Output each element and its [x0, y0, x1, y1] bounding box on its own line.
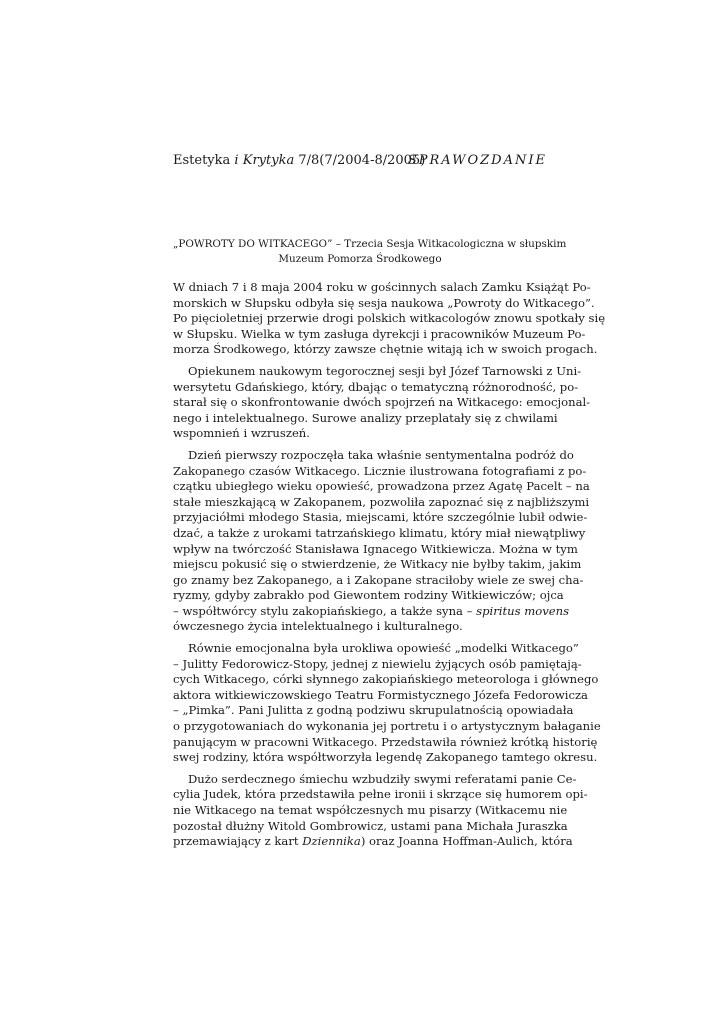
text-line: przyjaciółmi młodego Stasia, miejscami, które szczególnie lubił odwie-: [173, 510, 588, 525]
text-line: stałe mieszkającą w Zakopanem, pozwoliła zapoznać się z najbliższymi: [173, 494, 590, 509]
text-line: – Julitty Fedorowicz-Stopy, jednej z niewielu żyjących osób pamiętają-: [173, 656, 582, 671]
text-line: W dniach 7 i 8 maja 2004 roku w gościnnych salach Zamku Książąt Po-: [173, 280, 591, 294]
article-title-line-1: „POWROTY DO WITKACEGO” – Trzecia Sesja Witkacologiczna w słupskim: [173, 238, 567, 250]
text-segment: przemawiający z kart: [173, 834, 299, 849]
text-line: Dużo serdecznego śmiechu wzbudziły swymi referatami panie Ce-: [188, 771, 577, 786]
text-line: miejscu pokusić się o stwierdzenie, że Witkacy nie byłby takim, jakim: [173, 557, 582, 572]
text-line: cych Witkacego, córki słynnego zakopiańskiego meteorologa i głównego: [173, 672, 599, 687]
text-line: Po pięcioletniej przerwie drogi polskich witkacologów znowu spotkały się: [173, 311, 606, 326]
text-line: dzać, a także z urokami tatrzańskiego klimatu, który miał niewątpliwy: [173, 525, 586, 540]
text-line: – „Pimka”. Pani Julitta z godną podziwu skrupulatnością opowiadała: [173, 703, 574, 718]
paragraph-5: [173, 771, 588, 850]
text-line: aktora witkiewiczowskiego Teatru Formistycznego Józefa Fedorowicza: [173, 687, 588, 702]
article-title-line-2: Muzeum Pomorza Środkowego: [278, 253, 442, 265]
text-line: wspomnień i wzruszeń.: [173, 426, 310, 441]
journal-issue: 7/8(7/2004-8/2005): [294, 153, 426, 168]
text-line: Zakopanego czasów Witkacego. Licznie ilustrowana fotografiami z po-: [173, 463, 587, 478]
text-line: morza Środkowego, którzy zawsze chętnie witają ich w swoich progach.: [173, 342, 598, 357]
section-label: SPRAWOZDANIE: [407, 153, 547, 168]
article-title: [173, 237, 567, 267]
text-line: wpływ na twórczość Stanisława Ignacego Witkiewicza. Można w tym: [173, 541, 578, 556]
text-line: cylia Judek, która przedstawiła pełne ironii i skrzące się humorem opi-: [173, 787, 588, 802]
journal-name-krytyka: Krytyka: [238, 153, 295, 168]
text-line: czątku ubiegłego wieku opowieść, prowadzona przez Agatę Pacelt – na: [173, 479, 590, 494]
text-line: Dzień pierwszy rozpoczęła taka właśnie sentymentalna podróż do: [188, 447, 574, 462]
text-line: morskich w Słupsku odbyła się sesja naukowa „Powroty do Witkacego”.: [173, 295, 595, 310]
paragraph-3: [173, 447, 590, 635]
text-line: nie Witkacego na temat współczesnych mu pisarzy (Witkacemu nie: [173, 803, 568, 817]
text-line: pozostał dłużny Witold Gombrowicz, ustami pana Michała Juraszka: [173, 818, 568, 833]
journal-name-conjunction: i: [234, 153, 239, 168]
emphasis-title: Dziennika: [302, 834, 361, 849]
text-line: w Słupsku. Wielka w tym zasługa dyrekcji i pracowników Muzeum Po-: [173, 326, 586, 341]
journal-name-part: Estetyka: [173, 153, 235, 168]
text-line: ówczesnego życia intelektualnego i kulturalnego.: [173, 619, 463, 634]
text-line: Równie emocjonalna była urokliwa opowieść „modelki Witkacego”: [188, 641, 579, 656]
paragraph-1: [173, 280, 606, 358]
article-body: [173, 280, 606, 856]
journal-citation: [173, 152, 425, 170]
text-line: [173, 603, 570, 620]
emphasis-term: spiritus movens: [476, 603, 570, 618]
text-segment: – współtwórcy stylu zakopiańskiego, a także syna –: [173, 603, 473, 618]
text-line: swej rodziny, która współtworzyła legendę Zakopanego tamtego okresu.: [173, 750, 598, 765]
text-line: ryzmy, gdyby zabrakło pod Giewontem rodziny Witkiewiczów; ojca: [173, 588, 564, 603]
text-line: wersytetu Gdańskiego, który, dbając o tematyczną różnorodność, po-: [173, 379, 579, 394]
text-line: nego i intelektualnego. Surowe analizy przeplatały się z chwilami: [173, 410, 558, 425]
text-line: o przygotowaniach do wykonania jej portretu i o artystycznym bałaganie: [173, 719, 601, 734]
text-line: Opiekunem naukowym tegorocznej sesji był Józef Tarnowski z Uni-: [188, 363, 582, 378]
text-line: starał się o skonfrontowanie dwóch spojrzeń na Witkacego: emocjonal-: [173, 395, 591, 410]
text-line: panującym w pracowni Witkacego. Przedstawiła również krótką historię: [173, 734, 598, 749]
paragraph-4: [173, 641, 601, 766]
text-line: [173, 834, 573, 850]
text-line: go znamy bez Zakopanego, a i Zakopane straciłoby wiele ze swej cha-: [173, 572, 584, 587]
text-segment: ) oraz Joanna Hoffman-Aulich, która: [360, 834, 573, 849]
paragraph-2: [173, 363, 591, 442]
